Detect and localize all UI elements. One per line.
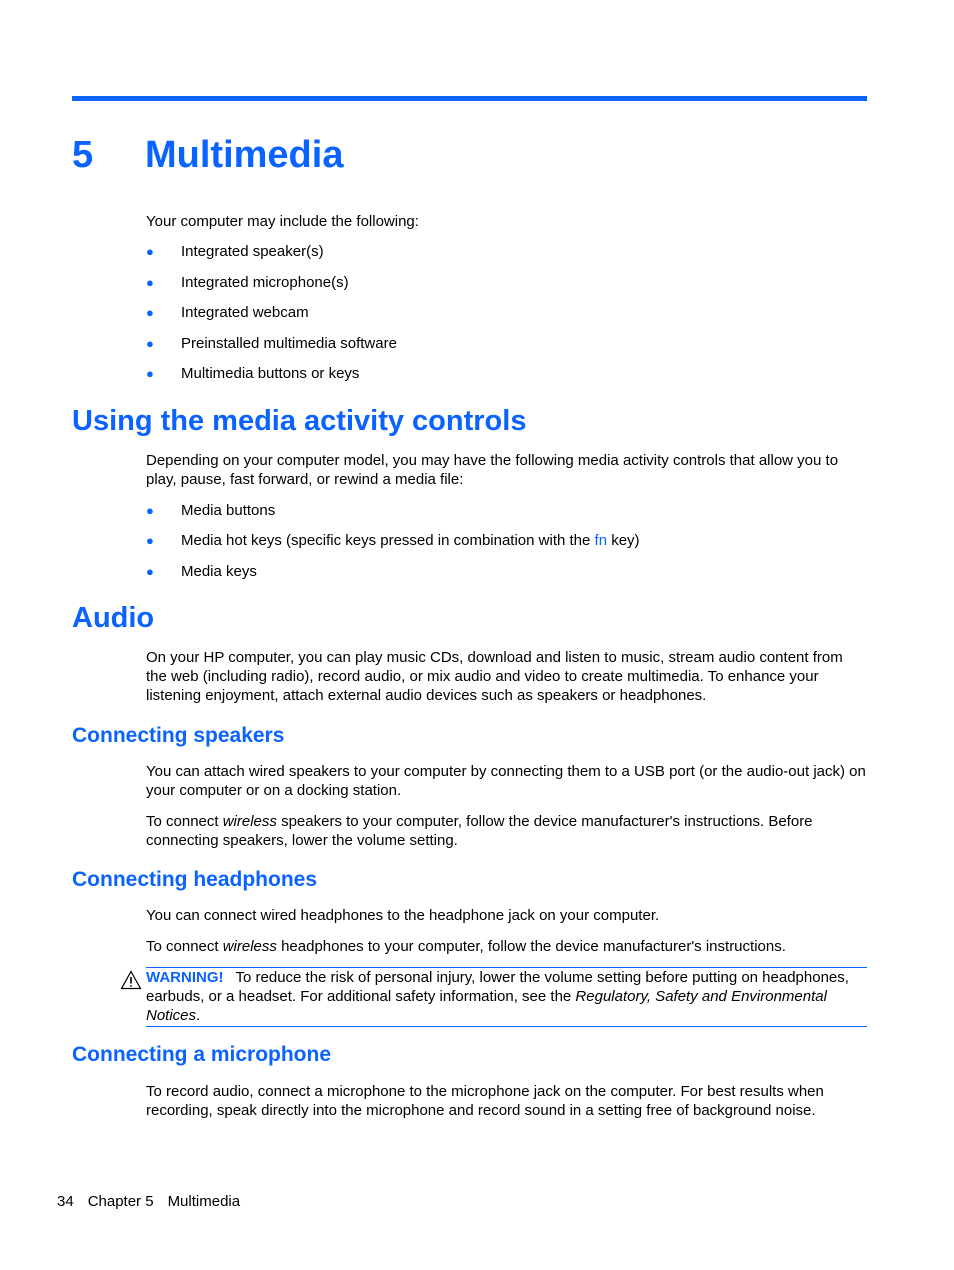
bullet-icon: ●: [146, 564, 154, 579]
fn-key-label: fn: [594, 532, 608, 549]
chapter-number: 5: [72, 134, 94, 177]
speakers-text-1: You can attach wired speakers to your computer by connecting them to a USB port (or the audio-out jack) on your computer or on a docking station.: [146, 763, 866, 799]
headphones-text-2-pre: To connect: [146, 938, 223, 955]
headphones-text-2-em: wireless: [222, 938, 277, 955]
speakers-text-2-post: speakers to your computer, follow the device manufacturer's instructions. Before connecting speakers, lower the volume setting.: [146, 813, 813, 849]
bullet-icon: ●: [146, 503, 154, 518]
bullet-icon: ●: [146, 244, 154, 259]
footer-title: Multimedia: [167, 1193, 241, 1210]
headphones-heading: Connecting headphones: [72, 868, 318, 891]
chapter-rule: [72, 96, 867, 101]
list-item-text: Preinstalled multimedia software: [181, 335, 397, 352]
list-item-text: Media keys: [181, 563, 257, 580]
chapter-title: Multimedia: [145, 134, 344, 177]
speakers-text-2-pre: To connect: [146, 813, 223, 830]
speakers-text-2: [146, 812, 866, 850]
media-controls-text: Depending on your computer model, you may have the following media activity controls that allow you to play, pause, fast forward, or rewind a media file:: [146, 452, 839, 488]
bullet-icon: ●: [146, 305, 154, 320]
warning-text: [146, 968, 867, 1025]
warning-triangle-icon: [120, 970, 142, 990]
microphone-heading: Connecting a microphone: [72, 1043, 332, 1066]
list-item-text-post: key): [607, 532, 640, 549]
warning-notice-title: Regulatory, Safety and Environmental Notices: [146, 988, 827, 1024]
media-controls-heading: Using the media activity controls: [72, 405, 527, 437]
bullet-icon: ●: [146, 336, 154, 351]
bullet-icon: ●: [146, 533, 154, 548]
headphones-text-2: [146, 937, 866, 956]
audio-text: On your HP computer, you can play music CDs, download and listen to music, stream audio content from the web (including radio), record audio, or mix audio and video to create multimedia. To enhance your listening enjoyment, attach external audio devices such as speakers or headphones.: [146, 649, 843, 704]
warning-bottom-rule: [146, 1026, 867, 1027]
speakers-text-2-em: wireless: [222, 813, 277, 830]
headphones-text-2-post: headphones to your computer, follow the device manufacturer's instructions.: [276, 938, 786, 955]
list-item-text: Multimedia buttons or keys: [181, 365, 360, 382]
list-item-text: [181, 531, 640, 550]
bullet-icon: ●: [146, 366, 154, 381]
warning-body: To reduce the risk of personal injury, lower the volume setting before putting on headphones, earbuds, or a headset. For additional safety information, see the: [146, 969, 849, 1005]
list-item-text: Integrated speaker(s): [181, 243, 324, 260]
bullet-icon: ●: [146, 275, 154, 290]
speakers-heading: Connecting speakers: [72, 724, 285, 747]
list-item-text-pre: Media hot keys (specific keys pressed in combination with the: [181, 532, 595, 549]
headphones-text-1: You can connect wired headphones to the headphone jack on your computer.: [146, 907, 660, 924]
warning-end: .: [196, 1007, 201, 1024]
microphone-text: To record audio, connect a microphone to the microphone jack on the computer. For best results when recording, speak directly into the microphone and record sound in a setting free of background noise.: [146, 1083, 824, 1119]
warning-label: WARNING!: [146, 969, 224, 986]
footer-chapter: Chapter 5: [87, 1193, 154, 1210]
list-item-text: Integrated microphone(s): [181, 274, 349, 291]
warning-box: [72, 967, 867, 1029]
intro-text: Your computer may include the following:: [146, 213, 419, 230]
list-item-text: Integrated webcam: [181, 304, 309, 321]
audio-heading: Audio: [72, 602, 155, 634]
list-item-text: Media buttons: [181, 502, 276, 519]
page-number: 34: [57, 1193, 74, 1210]
page-footer: [57, 1192, 254, 1211]
